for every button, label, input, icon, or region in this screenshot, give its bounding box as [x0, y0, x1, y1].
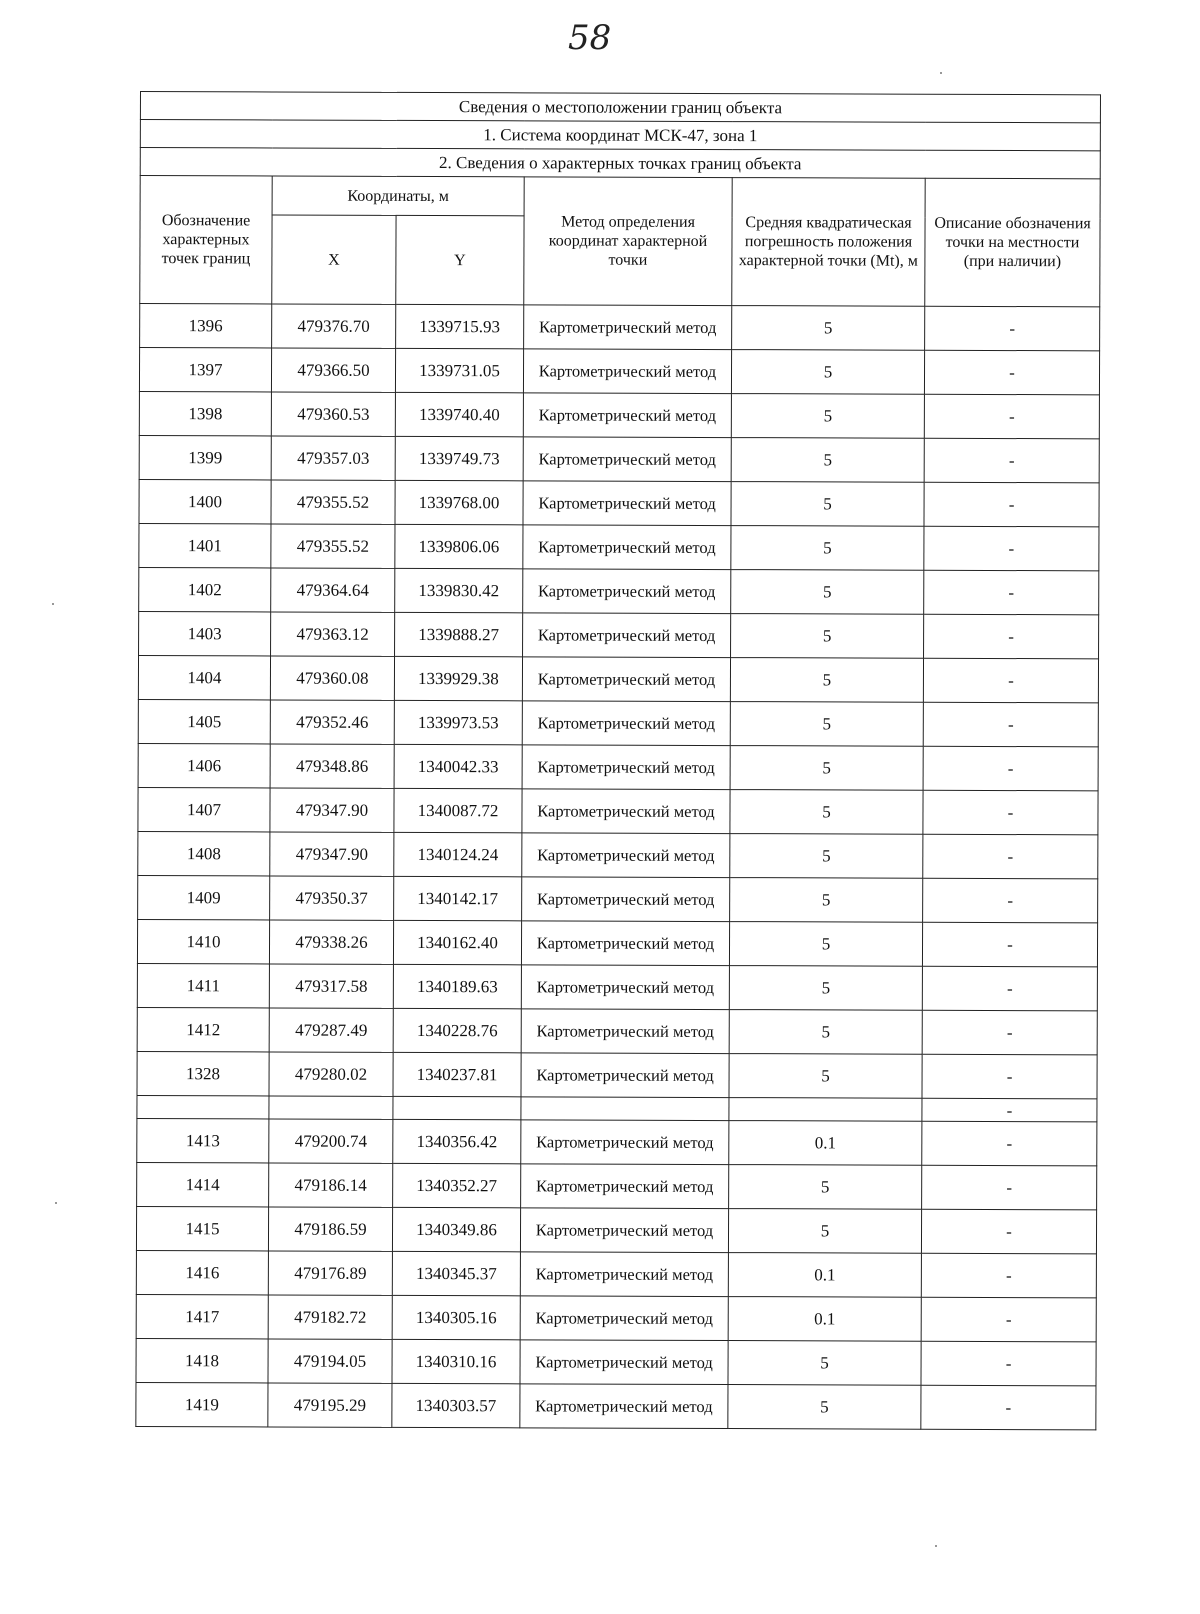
method-cell: Картометрический метод — [522, 701, 730, 746]
point-cell: 1413 — [137, 1118, 269, 1162]
y-coordinate-cell: 1339888.27 — [395, 612, 523, 656]
description-cell: - — [922, 1165, 1097, 1210]
method-cell: Картометрический метод — [523, 349, 731, 394]
description-cell: - — [922, 1010, 1097, 1055]
method-cell: Картометрический метод — [522, 877, 730, 922]
point-cell: 1407 — [138, 787, 270, 831]
point-cell: 1411 — [137, 963, 269, 1007]
table-row — [138, 743, 1098, 790]
table-row — [139, 523, 1099, 570]
error-cell: 5 — [730, 834, 923, 879]
error-cell: 5 — [730, 702, 923, 747]
description-cell: - — [924, 526, 1099, 571]
description-cell: - — [923, 878, 1098, 923]
point-cell: 1419 — [136, 1382, 268, 1426]
point-cell: 1412 — [137, 1007, 269, 1051]
y-coordinate-cell: 1340352.27 — [393, 1163, 521, 1207]
y-coordinate-cell: 1340142.17 — [394, 876, 522, 920]
error-cell: 5 — [729, 922, 922, 967]
x-coordinate-cell: 479200.74 — [269, 1119, 393, 1163]
y-coordinate-cell: 1339715.93 — [396, 304, 524, 348]
error-cell: 5 — [731, 526, 924, 571]
description-cell: - — [923, 702, 1098, 747]
table-row — [138, 875, 1098, 922]
error-cell: 5 — [731, 438, 924, 483]
method-cell: Картометрический метод — [523, 393, 731, 438]
method-cell: Картометрический метод — [520, 1340, 728, 1385]
y-coordinate-cell: 1339973.53 — [394, 700, 522, 744]
table-row — [137, 919, 1097, 966]
description-cell: - — [924, 570, 1099, 615]
point-cell: 1404 — [138, 655, 270, 699]
error-cell: 5 — [729, 1054, 922, 1099]
y-coordinate-cell: 1339929.38 — [394, 656, 522, 700]
method-cell: Картометрический метод — [523, 569, 731, 614]
x-coordinate-cell: 479287.49 — [269, 1008, 393, 1052]
description-cell: - — [923, 658, 1098, 703]
description-cell: - — [924, 394, 1099, 439]
description-cell: - — [925, 306, 1100, 351]
x-coordinate-cell: 479364.64 — [271, 568, 395, 612]
error-cell: 5 — [731, 614, 924, 659]
table-row — [137, 1162, 1097, 1209]
description-cell: - — [922, 922, 1097, 967]
description-cell: - — [921, 1253, 1096, 1298]
table-row — [136, 1206, 1096, 1253]
x-coordinate-cell: 479195.29 — [268, 1383, 392, 1427]
scan-speck — [55, 1202, 57, 1204]
error-cell: 5 — [731, 570, 924, 615]
table-row — [137, 1051, 1097, 1098]
description-cell: - — [922, 1098, 1097, 1122]
error-cell: 5 — [730, 878, 923, 923]
y-coordinate-cell: 1340042.33 — [394, 744, 522, 788]
x-coordinate-cell: 479360.08 — [270, 656, 394, 700]
error-cell: 5 — [728, 1341, 921, 1386]
x-coordinate-cell: 479355.52 — [271, 480, 395, 524]
description-cell: - — [921, 1209, 1096, 1254]
method-cell: Картометрический метод — [523, 613, 731, 658]
coordinate-system-heading: 1. Система координат МСК-47, зона 1 — [140, 120, 1100, 151]
error-cell: 5 — [728, 1385, 921, 1430]
scan-speck — [940, 72, 942, 74]
y-coordinate-cell: 1339806.06 — [395, 524, 523, 568]
description-cell: - — [922, 1054, 1097, 1099]
point-cell: 1406 — [138, 743, 270, 787]
point-cell: 1398 — [139, 391, 271, 435]
table-row — [139, 348, 1099, 395]
x-coordinate-cell: 479355.52 — [271, 524, 395, 568]
point-cell: 1328 — [137, 1051, 269, 1095]
table-row — [139, 611, 1099, 658]
point-cell: 1402 — [139, 567, 271, 611]
x-coordinate-cell: 479350.37 — [270, 876, 394, 920]
scan-speck — [52, 603, 54, 605]
description-cell: - — [922, 1121, 1097, 1166]
description-cell: - — [921, 1385, 1096, 1430]
x-coordinate-cell: 479363.12 — [271, 612, 395, 656]
method-cell: Картометрический метод — [522, 789, 730, 834]
method-cell: Картометрический метод — [520, 1252, 728, 1297]
header-coordinates: Координаты, м — [272, 176, 524, 216]
method-cell: Картометрический метод — [524, 305, 732, 350]
error-cell: 5 — [730, 746, 923, 791]
x-coordinate-cell: 479347.90 — [270, 788, 394, 832]
description-cell: - — [924, 482, 1099, 527]
description-cell: - — [923, 834, 1098, 879]
point-cell: 1400 — [139, 479, 271, 523]
method-cell: Картометрический метод — [522, 657, 730, 702]
y-coordinate-cell: 1340303.57 — [392, 1383, 520, 1427]
point-cell: 1408 — [138, 831, 270, 875]
y-coordinate-cell: 1339749.73 — [395, 436, 523, 480]
x-coordinate-cell: 479376.70 — [272, 304, 396, 348]
header-point: Обозначение характерных точек границ — [140, 176, 272, 304]
table-row — [138, 699, 1098, 746]
point-cell: 1416 — [136, 1250, 268, 1294]
x-coordinate-cell: 479366.50 — [271, 348, 395, 392]
header-x: X — [272, 215, 396, 304]
header-method: Метод определения координат характерной точки — [524, 177, 732, 306]
point-cell: 1414 — [137, 1162, 269, 1206]
x-coordinate-cell: 479352.46 — [270, 700, 394, 744]
table-row — [136, 1338, 1096, 1385]
description-cell: - — [923, 746, 1098, 791]
error-cell: 5 — [732, 306, 925, 351]
error-cell: 5 — [731, 350, 924, 395]
page-number: 58 — [568, 18, 612, 58]
error-cell: 0.1 — [729, 1121, 922, 1166]
method-cell: Картометрический метод — [521, 1120, 729, 1165]
y-coordinate-cell: 1340345.37 — [392, 1251, 520, 1295]
y-coordinate-cell: 1340087.72 — [394, 788, 522, 832]
method-cell — [521, 1097, 729, 1121]
boundary-points-table — [135, 91, 1101, 1430]
y-coordinate-cell: 1340189.63 — [393, 964, 521, 1008]
description-cell: - — [924, 350, 1099, 395]
point-cell: 1397 — [139, 348, 271, 392]
point-cell: 1417 — [136, 1294, 268, 1338]
method-cell: Картометрический метод — [520, 1384, 728, 1429]
scan-speck — [935, 1545, 937, 1547]
error-cell: 5 — [731, 394, 924, 439]
method-cell: Картометрический метод — [523, 481, 731, 526]
point-cell: 1396 — [140, 304, 272, 348]
point-cell: 1410 — [137, 919, 269, 963]
method-cell: Картометрический метод — [520, 1296, 728, 1341]
point-cell: 1399 — [139, 435, 271, 479]
point-cell: 1409 — [138, 875, 270, 919]
method-cell: Картометрический метод — [521, 1053, 729, 1098]
error-cell — [729, 1098, 922, 1122]
method-cell: Картометрический метод — [522, 745, 730, 790]
point-cell — [137, 1095, 269, 1118]
table-row — [136, 1382, 1096, 1429]
y-coordinate-cell: 1339768.00 — [395, 480, 523, 524]
error-cell: 5 — [730, 658, 923, 703]
table-row — [137, 1118, 1097, 1165]
error-cell: 0.1 — [728, 1297, 921, 1342]
header-error: Средняя квадратическая погрешность положения характерной точки (Mt), м — [732, 178, 925, 307]
method-cell: Картометрический метод — [521, 965, 729, 1010]
table-row — [139, 567, 1099, 614]
table-row — [138, 655, 1098, 702]
table-title: Сведения о местоположении границ объекта — [140, 92, 1100, 123]
y-coordinate-cell: 1340228.76 — [393, 1008, 521, 1052]
method-cell: Картометрический метод — [521, 921, 729, 966]
error-cell: 5 — [729, 1010, 922, 1055]
y-coordinate-cell: 1340237.81 — [393, 1052, 521, 1096]
method-cell: Картометрический метод — [520, 1208, 728, 1253]
y-coordinate-cell: 1340305.16 — [392, 1295, 520, 1339]
table-row — [137, 1007, 1097, 1054]
x-coordinate-cell: 479186.59 — [268, 1207, 392, 1251]
description-cell: - — [921, 1341, 1096, 1386]
table-row — [136, 1294, 1096, 1341]
error-cell: 5 — [728, 1209, 921, 1254]
description-cell: - — [924, 614, 1099, 659]
method-cell: Картометрический метод — [523, 437, 731, 482]
x-coordinate-cell: 479186.14 — [269, 1163, 393, 1207]
table-row — [137, 1095, 1097, 1121]
x-coordinate-cell: 479280.02 — [269, 1052, 393, 1096]
table-row — [139, 479, 1099, 526]
x-coordinate-cell: 479360.53 — [271, 392, 395, 436]
y-coordinate-cell: 1340310.16 — [392, 1339, 520, 1383]
x-coordinate-cell: 479338.26 — [269, 920, 393, 964]
y-coordinate-cell: 1339731.05 — [395, 348, 523, 392]
error-cell: 5 — [729, 1165, 922, 1210]
error-cell: 5 — [731, 482, 924, 527]
point-cell: 1405 — [138, 699, 270, 743]
method-cell: Картометрический метод — [522, 833, 730, 878]
description-cell: - — [922, 966, 1097, 1011]
table-row — [137, 963, 1097, 1010]
point-cell: 1418 — [136, 1338, 268, 1382]
table-row — [138, 787, 1098, 834]
x-coordinate-cell — [269, 1096, 393, 1119]
error-cell: 5 — [729, 966, 922, 1011]
y-coordinate-cell: 1340124.24 — [394, 832, 522, 876]
point-cell: 1415 — [136, 1206, 268, 1250]
x-coordinate-cell: 479357.03 — [271, 436, 395, 480]
method-cell: Картометрический метод — [523, 525, 731, 570]
method-cell: Картометрический метод — [521, 1164, 729, 1209]
table-row — [139, 391, 1099, 438]
table-row — [140, 304, 1100, 351]
error-cell: 0.1 — [728, 1253, 921, 1298]
error-cell: 5 — [730, 790, 923, 835]
point-cell: 1403 — [139, 611, 271, 655]
table-row — [139, 435, 1099, 482]
y-coordinate-cell: 1340162.40 — [393, 920, 521, 964]
description-cell: - — [924, 438, 1099, 483]
x-coordinate-cell: 479348.86 — [270, 744, 394, 788]
method-cell: Картометрический метод — [521, 1009, 729, 1054]
x-coordinate-cell: 479317.58 — [269, 964, 393, 1008]
description-cell: - — [923, 790, 1098, 835]
x-coordinate-cell: 479194.05 — [268, 1339, 392, 1383]
y-coordinate-cell: 1340356.42 — [393, 1119, 521, 1163]
header-y: Y — [396, 215, 524, 304]
y-coordinate-cell — [393, 1096, 521, 1119]
description-cell: - — [921, 1297, 1096, 1342]
table-body — [136, 304, 1100, 1430]
x-coordinate-cell: 479176.89 — [268, 1251, 392, 1295]
y-coordinate-cell: 1339830.42 — [395, 568, 523, 612]
table-row — [138, 831, 1098, 878]
y-coordinate-cell: 1339740.40 — [395, 392, 523, 436]
points-section-heading: 2. Сведения о характерных точках границ объекта — [140, 148, 1100, 179]
header-description: Описание обозначения точки на местности (при наличии) — [925, 178, 1100, 307]
table-row — [136, 1250, 1096, 1297]
point-cell: 1401 — [139, 523, 271, 567]
x-coordinate-cell: 479347.90 — [270, 832, 394, 876]
x-coordinate-cell: 479182.72 — [268, 1295, 392, 1339]
y-coordinate-cell: 1340349.86 — [392, 1207, 520, 1251]
